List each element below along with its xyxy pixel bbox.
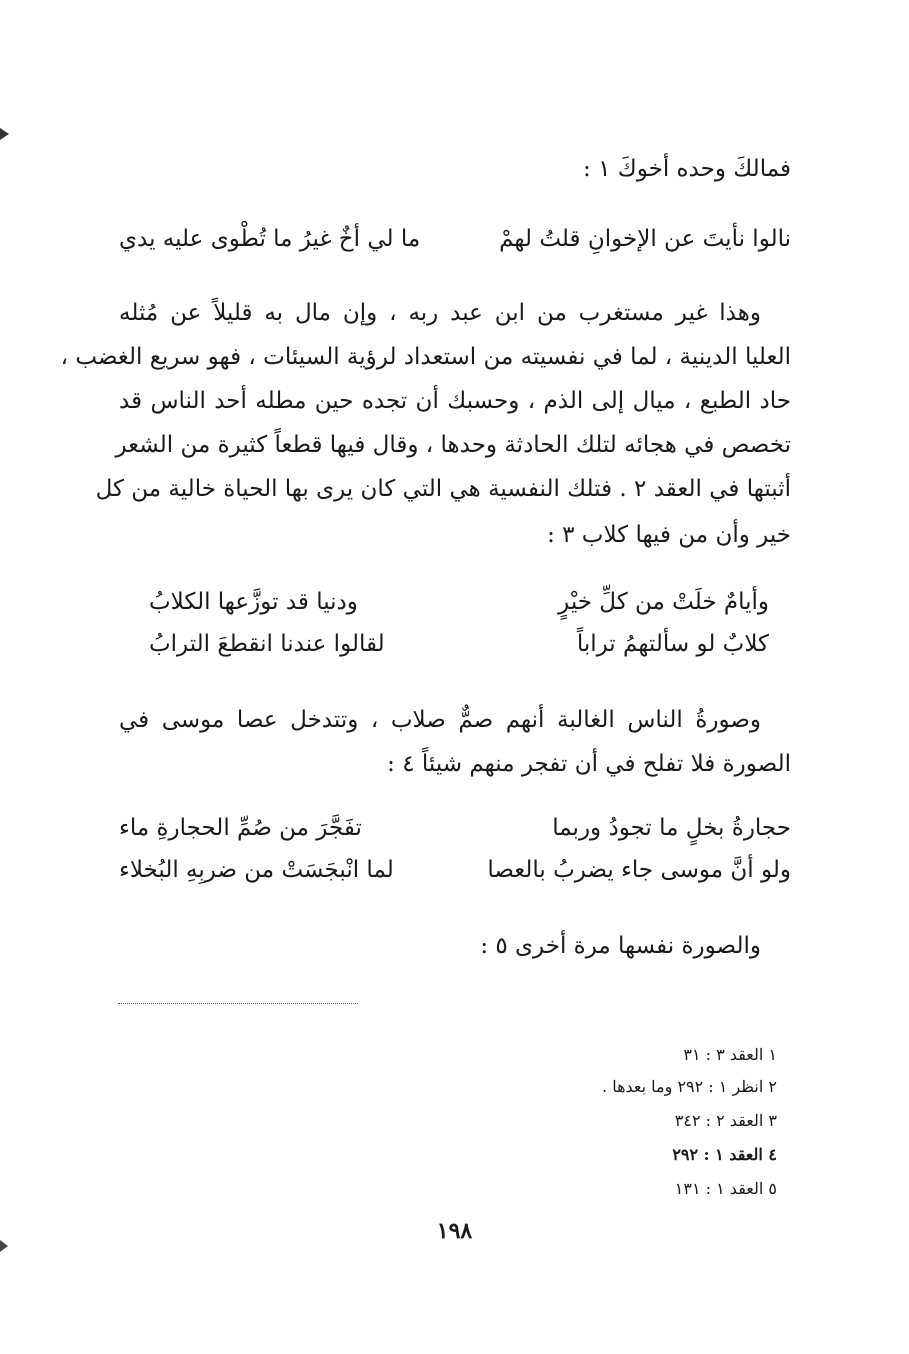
paragraph-line: أثبتها في العقد ٢ . فتلك النفسية هي التي كان يرى بها الحياة خالية من كل <box>95 476 791 502</box>
intro-line: فمالكَ وحده أخوكَ ١ : <box>583 156 791 182</box>
verse-line <box>119 852 791 888</box>
verse-line <box>119 221 791 257</box>
verse-line <box>149 584 769 620</box>
paragraph-line: خير وأن من فيها كلاب ٣ : <box>547 522 791 548</box>
paragraph-line: وهذا غير مستغرب من ابن عبد ربه ، وإن مال به قليلاً عن مُثله <box>119 300 761 326</box>
footnote: ٤ العقد ١ : ٢٩٢ <box>672 1145 777 1164</box>
paragraph-line: تخصص في هجائه لتلك الحادثة وحدها ، وقال فيها قطعاً كثيرة من الشعر <box>115 432 791 458</box>
footnote: ١ العقد ٣ : ٣١ <box>683 1045 777 1064</box>
footnote: ٥ العقد ١ : ١٣١ <box>674 1179 777 1198</box>
paragraph-line: حاد الطبع ، ميال إلى الذم ، وحسبك أن تجده حين مطله أحد الناس قد <box>119 388 791 414</box>
hemistich-second: ما لي أخٌ غيرُ ما تُطْوى عليه يدي <box>119 226 421 252</box>
paragraph-line: الصورة فلا تفلح في أن تفجر منهم شيئاً ٤ : <box>387 751 791 777</box>
scan-edge-mark <box>0 128 9 140</box>
verse-line <box>119 810 791 846</box>
hemistich-second: تفَجَّرَ من صُمِّ الحجارةِ ماء <box>119 815 362 841</box>
paragraph-line: وصورةُ الناس الغالبة أنهم صمٌّ صلاب ، وتتدخل عصا موسى في <box>119 707 761 733</box>
closing-line: والصورة نفسها مرة أخرى ٥ : <box>480 933 761 959</box>
hemistich-second: ودنيا قد توزَّعها الكلابُ <box>149 589 358 615</box>
hemistich-first: نالوا نأيتَ عن الإخوانِ قلتُ لهمْ <box>499 226 791 252</box>
hemistich-second: لقالوا عندنا انقطعَ الترابُ <box>149 631 385 657</box>
hemistich-second: لما انْبجَسَتْ من ضربِهِ البُخلاء <box>119 857 394 883</box>
hemistich-first: حجارةُ بخلٍ ما تجودُ وربما <box>552 815 791 841</box>
footnote: ٣ العقد ٢ : ٣٤٢ <box>674 1111 777 1130</box>
paragraph-line: العليا الدينية ، لما في نفسيته من استعداد لرؤية السيئات ، فهو سريع الغضب ، <box>60 344 791 370</box>
footnote-separator <box>118 1003 358 1004</box>
verse-line <box>149 626 769 662</box>
footnote: ٢ انظر ١ : ٢٩٢ وما بعدها . <box>602 1077 777 1096</box>
page-number: ١٩٨ <box>436 1218 473 1244</box>
hemistich-first: وأيامٌ خلَتْ من كلِّ خيْرٍ <box>558 589 769 615</box>
hemistich-first: ولو أنَّ موسى جاء يضربُ بالعصا <box>487 857 791 883</box>
hemistich-first: كلابٌ لو سألتهمُ تراباً <box>576 631 769 657</box>
